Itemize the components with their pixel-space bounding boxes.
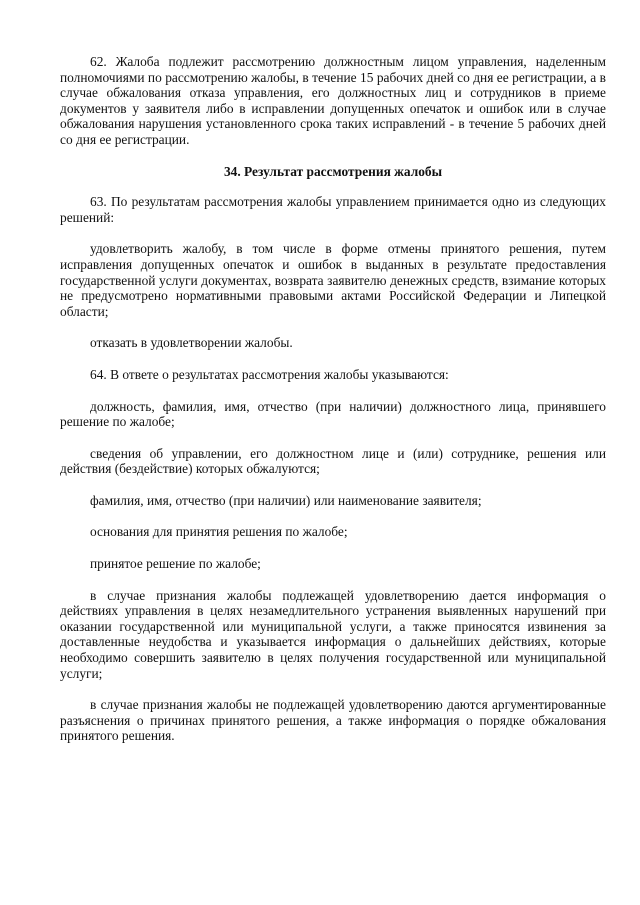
section-heading: 34. Результат рассмотрения жалобы bbox=[223, 163, 443, 179]
paragraph-63-option-satisfy: удовлетворить жалобу, в том числе в форме отмены принятого решения, путем исправления допущенных опечаток и ошибок в выданных в результате предоставления государственной услуги документах, возврата заявителю денежных средств, взимание которых не предусмотрено нормативными правовыми актами Российской Федерации и Липецкой области; bbox=[60, 241, 606, 319]
paragraph-63: 63. По результатам рассмотрения жалобы управлением принимается одно из следующих решений: bbox=[60, 194, 606, 225]
paragraph-64-item-applicant: фамилия, имя, отчество (при наличии) или наименование заявителя; bbox=[90, 492, 482, 508]
paragraph-64-item-satisfied: в случае признания жалобы подлежащей удовлетворению дается информация о действиях управления в целях незамедлительного устранения выявленных нарушений при оказании государственной или муниципальной услуги, а также приносятся извинения за доставленные неудобства и указывается информация о дальнейших действиях, которые необходимо совершить заявителю в целях получения государственной или муниципальной услуги; bbox=[60, 587, 606, 681]
document-page bbox=[60, 54, 606, 744]
paragraph-64-item-decision: принятое решение по жалобе; bbox=[90, 556, 261, 572]
paragraph-63-option-refuse: отказать в удовлетворении жалобы. bbox=[90, 335, 293, 351]
paragraph-64-item-department: сведения об управлении, его должностном лице и (или) сотруднике, решения или действия (бездействие) которых обжалуются; bbox=[60, 445, 606, 477]
paragraph-64-item-official: должность, фамилия, имя, отчество (при наличии) должностного лица, принявшего решение по жалобе; bbox=[60, 398, 606, 430]
paragraph-64-item-not-satisfied: в случае признания жалобы не подлежащей удовлетворению даются аргументированные разъяснения о причинах принятого решения, а также информация о порядке обжалования принятого решения. bbox=[60, 697, 606, 744]
paragraph-64: 64. В ответе о результатах рассмотрения жалобы указываются: bbox=[90, 366, 449, 382]
paragraph-62: 62. Жалоба подлежит рассмотрению должностным лицом управления, наделенным полномочиями по рассмотрению жалобы, в течение 15 рабочих дней со дня ее регистрации, а в случае обжалования отказа управления, его должностных лиц и сотрудников в приеме документов у заявителя либо в исправлении допущенных опечаток и ошибок или в случае обжалования нарушения установленного срока таких исправлений - в течение 5 рабочих дней со дня ее регистрации. bbox=[60, 54, 606, 147]
paragraph-64-item-grounds: основания для принятия решения по жалобе; bbox=[90, 524, 348, 540]
